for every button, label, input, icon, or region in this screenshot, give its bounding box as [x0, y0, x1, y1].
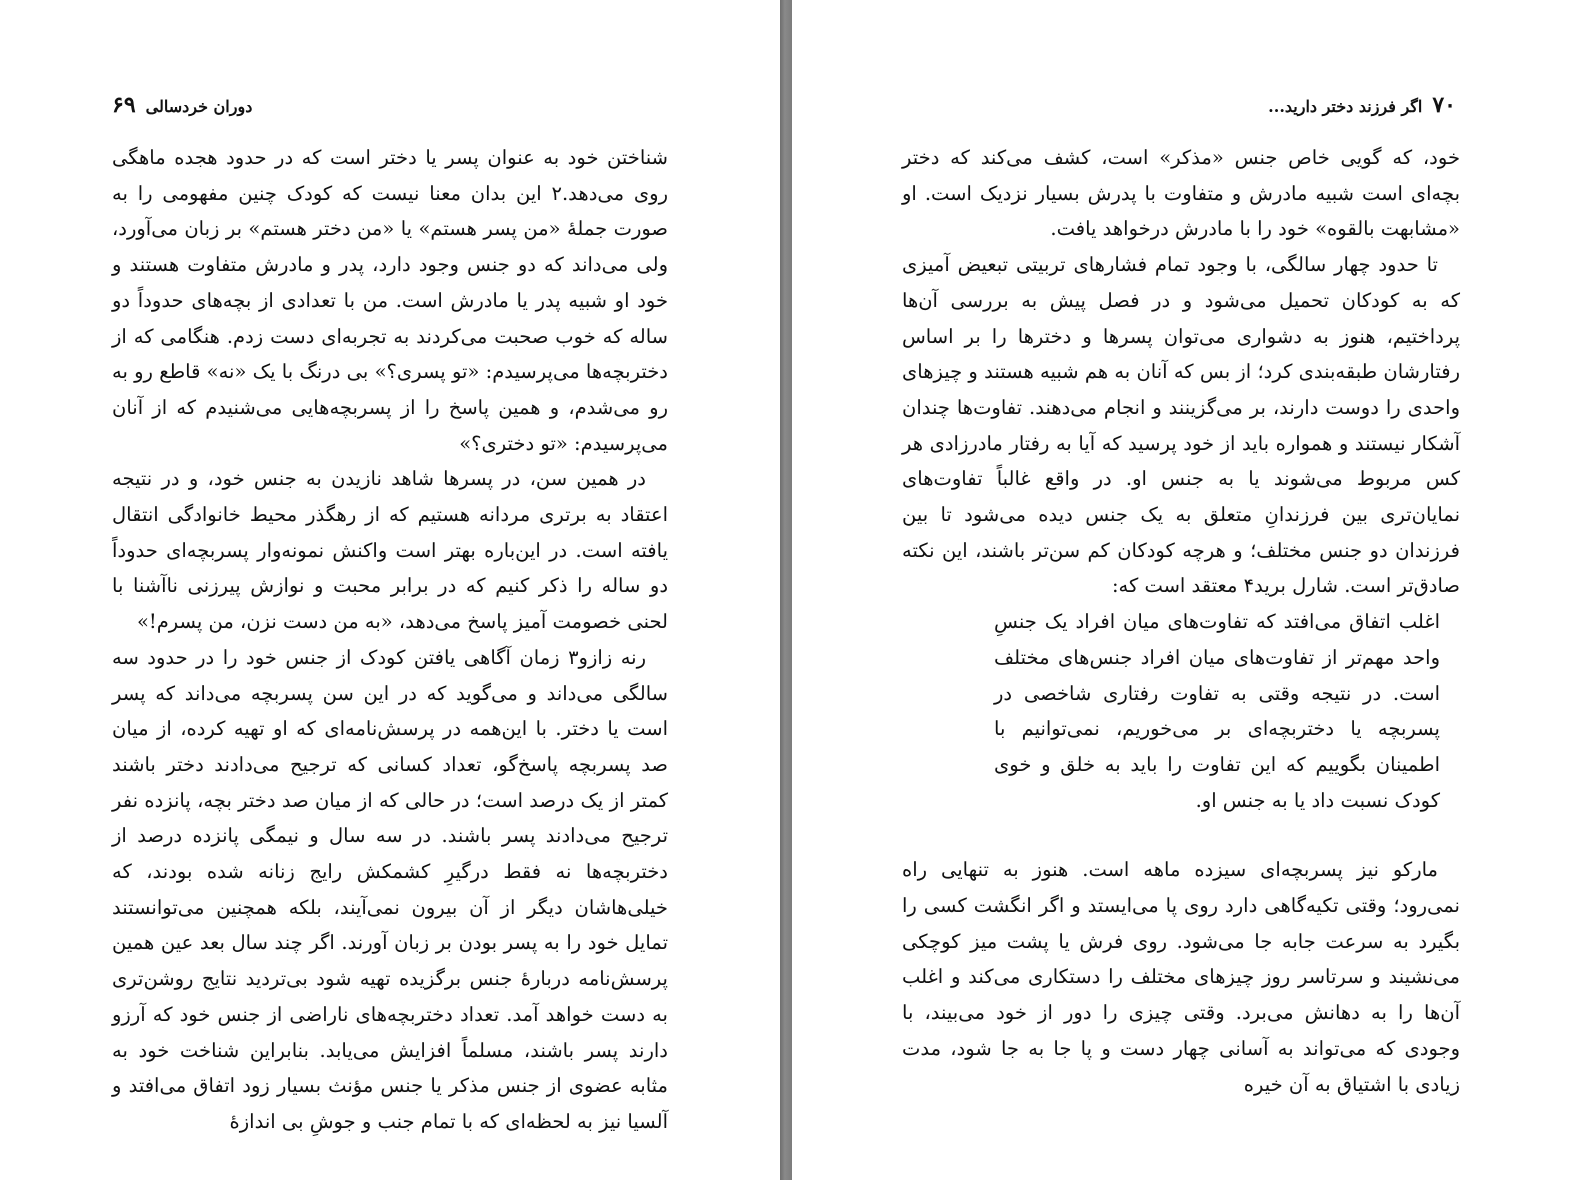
right-page-body	[902, 140, 1460, 1102]
right-running-title: اگر فرزند دختر دارید...	[1268, 97, 1423, 116]
block-quote: اغلب اتفاق می‌افتد که تفاوت‌های میان افراد یک جنسِ واحد مهم‌تر از تفاوت‌های میان افراد جنس‌های مختلف است. در نتیجه وقتی به تفاوت رفتاری شاخصی در پسربچه یا دختربچه‌ای بر می‌خوریم، نمی‌توانیم با اطمینان بگوییم که این تفاوت را باید به خلق و خوی کودک نسبت داد یا به جنس او.	[994, 610, 1440, 812]
right-paragraph-2: تا حدود چهار سالگی، با وجود تمام فشارهای تربیتی تبعیض آمیزی که به کودکان تحمیل می‌شود و در فصل پیش به بررسی آن‌ها پرداختیم، هنوز به دشواری می‌توان پسرها و دخترها را بر اساس رفتارشان طبقه‌بندی کرد؛ از بس که آنان به هم شبیه هستند و چیزهای واحدی را دوست دارند، بر می‌گزینند و انجام می‌دهند. تفاوت‌ها چندان آشکار نیستند و همواره باید از خود پرسید که آیا به رفتار مادرزادی هر کس مربوط می‌شوند یا به جنس او. در واقع غالباً تفاوت‌های نمایان‌تری بین فرزندانِ متعلق به یک جنس دیده می‌شود تا بین فرزندان دو جنس مختلف؛ و هرچه کودکان کم سن‌تر باشند، این نکته صادق‌تر است. شارل برید۴ معتقد است که:	[902, 253, 1460, 598]
right-page	[792, 0, 1576, 1180]
right-page-number: ۷۰	[1432, 92, 1456, 118]
right-closing-paragraph: مارکو نیز پسربچه‌ای سیزده ماهه است. هنوز به تنهایی راه نمی‌رود؛ وقتی تکیه‌گاهی دارد روی پا می‌ایستد و اگر انگشت کسی را بگیرد به سرعت جابه جا می‌شود. روی فرش یا پشت میز کوچکی می‌نشیند و سرتاسر روز چیزهای مختلف را دستکاری می‌کند و اغلب آن‌ها را به دهانش می‌برد. وقتی چیزی را دور از خود می‌بیند، با وجودی که می‌تواند به آسانی چهار دست و پا جا به جا شود، مدت زیادی با اشتیاق به آن خیره	[902, 858, 1460, 1096]
left-paragraph-3: رنه زازو۳ زمان آگاهی یافتن کودک از جنس خود را در حدود سه سالگی می‌داند و می‌گوید که در این سن پسربچه می‌داند که پسر است یا دختر. با این‌همه در پرسش‌نامه‌ای که او تهیه کرده، از میان صد پسربچه پاسخ‌گو، تعداد کسانی که ترجیح می‌دادند دختر باشند کمتر از یک درصد است؛ در حالی که از میان صد دختر بچه، پانزده نفر ترجیح می‌دادند پسر باشند. در سه سال و نیمگی پانزده درصد از دختربچه‌ها نه فقط درگیرِ کشمکش رایج زنانه شده بودند، که خیلی‌هاشان دیگر از آن بیرون نمی‌آیند، بلکه همچنین می‌توانستند تمایل خود را به پسر بودن بر زبان آورند. اگر چند سال بعد عین همین پرسش‌نامه دربارهٔ جنس برگزیده تهیه شود بی‌تردید نتایج روشن‌تری به دست خواهد آمد. تعداد دختربچه‌های ناراضی از جنس خود که آرزو دارند پسر باشند، مسلماً افزایش می‌یابد. بنابراین شناخت خود به مثابه عضوی از جنس مذکر یا جنس مؤنث بسیار زود اتفاق می‌افتد و آلسیا نیز به لحظه‌ای که با تمام جنب و جوشِ بی اندازهٔ	[112, 645, 668, 1133]
left-page	[0, 0, 780, 1180]
left-page-number: ۶۹	[112, 92, 136, 118]
book-gutter	[780, 0, 792, 1180]
left-paragraph-1: شناختن خود به عنوان پسر یا دختر است که در حدود هجده ماهگی روی می‌دهد.۲ این بدان معنا نیست که کودک چنین مفهومی را به صورت جملهٔ «من پسر هستم» یا «من دختر هستم» بر زبان می‌آورد، ولی می‌داند که دو جنس وجود دارد، پدر و مادرش متفاوت هستند و خود او شبیه پدر یا مادرش است. من با تعدادی از بچه‌های حدوداً دو ساله که خوب صحبت می‌کردند به تجربه‌ای دست زدم. هنگامی که از دختربچه‌ها می‌پرسیدم: «تو پسری؟» بی درنگ با یک «نه» قاطع رو به رو می‌شدم، و همین پاسخ را از پسربچه‌هایی می‌شنیدم که از آنان می‌پرسیدم: «تو دختری؟»	[112, 146, 668, 455]
left-page-body	[112, 140, 668, 1140]
left-paragraph-2: در همین سن، در پسرها شاهد نازیدن به جنس خود، و در نتیجه اعتقاد به برتری مردانه هستیم که از رهگذر محیط خانوادگی انتقال یافته است. در این‌باره بهتر است واکنش نمونه‌وار پسربچه‌ای حدوداً دو ساله را ذکر کنیم که در برابر محبت و نوازش پیرزنی ناآشنا با لحنی خصومت آمیز پاسخ می‌دهد، «به من دست نزن، من پسرم!»	[112, 467, 668, 634]
left-running-title: دوران خردسالی	[145, 97, 253, 116]
right-page-header	[1268, 92, 1456, 118]
right-paragraph-1: خود، که گویی خاص جنس «مذکر» است، کشف می‌کند که دختر بچه‌ای است شبیه مادرش و متفاوت با پدرش بسیار نزدیک است. او «مشابهت بالقوه» خود را با مادرش درخواهد یافت.	[902, 146, 1460, 241]
left-page-header	[112, 92, 252, 118]
